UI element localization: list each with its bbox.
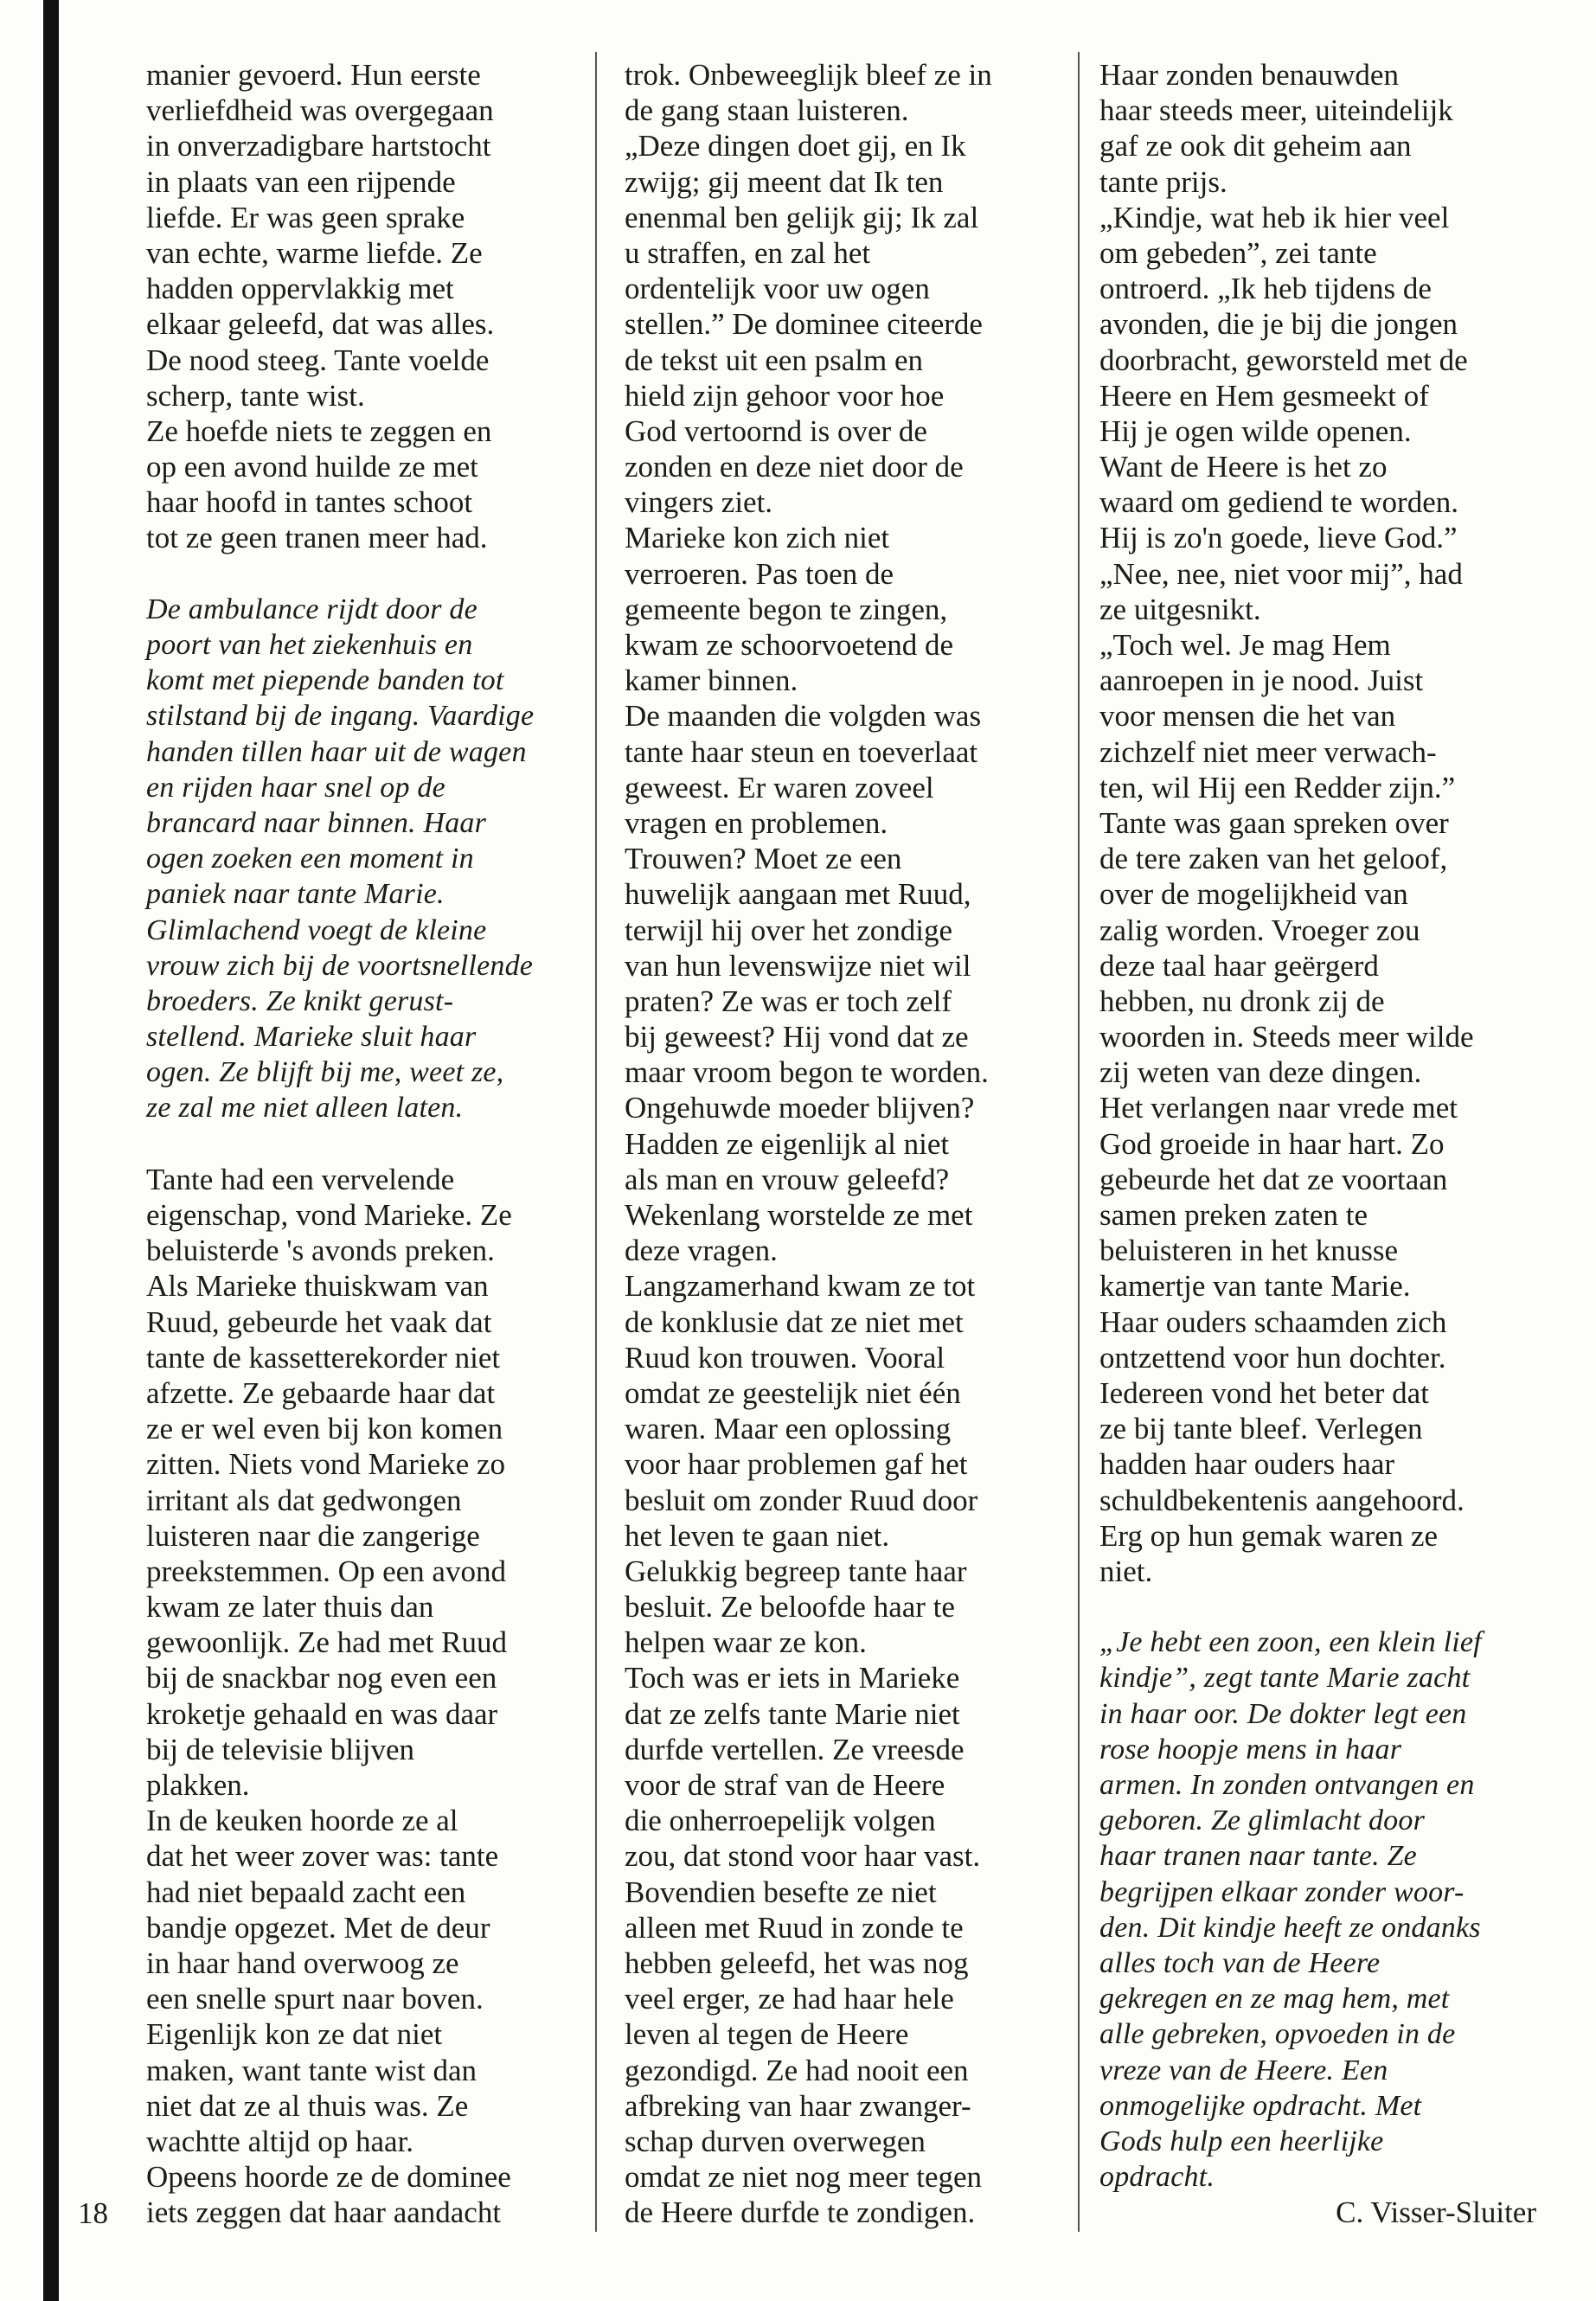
text-line: avonden, die je bij die jongen	[1099, 307, 1458, 342]
text-line: veel erger, ze had haar hele	[625, 1982, 954, 2016]
text-line: preekstemmen. Op een avond	[146, 1554, 506, 1588]
text-line: ze uitgesnikt.	[1099, 592, 1261, 626]
text-line: kwam ze schoorvoetend de	[625, 628, 953, 662]
text-line: In de keuken hoorde ze al	[146, 1804, 458, 1838]
text-line: op een avond huilde ze met	[146, 450, 478, 484]
text-line: hebben geleefd, het was nog	[625, 1945, 969, 1980]
text-line: hadden haar ouders haar	[1099, 1447, 1395, 1482]
text-line: plakken.	[146, 1768, 250, 1802]
text-line: „Je hebt een zoon, een klein lief	[1099, 1626, 1482, 1659]
text-line: Glimlachend voegt de kleine	[146, 913, 487, 946]
text-line: zwijg; gij meent dat Ik ten	[625, 164, 944, 199]
text-line: Langzamerhand kwam ze tot	[625, 1269, 976, 1304]
text-line: omdat ze niet nog meer tegen	[625, 2160, 983, 2195]
text-line: beluisterde 's avonds preken.	[146, 1234, 495, 1268]
text-line: de Heere durfde te zondigen.	[625, 2195, 976, 2230]
text-line: leven al tegen de Heere	[625, 2017, 909, 2052]
text-line: waren. Maar een oplossing	[625, 1412, 952, 1446]
text-line: de konklusie dat ze niet met	[625, 1304, 964, 1339]
text-line: gemeente begon te zingen,	[625, 592, 948, 626]
text-line: vreze van de Heere. Een	[1099, 2054, 1388, 2086]
text-line: gebeurde het dat ze voortaan	[1099, 1162, 1448, 1196]
text-line: en rijden haar snel op de	[146, 771, 445, 804]
text-line: rose hoopje mens in haar	[1099, 1733, 1402, 1766]
text-line: de tekst uit een psalm en	[625, 343, 924, 377]
text-line: alleen met Ruud in zonde te	[625, 1910, 964, 1945]
text-line: maar vroom begon te worden.	[625, 1055, 989, 1090]
text-line: deze vragen.	[625, 1234, 778, 1268]
italic-passage	[146, 592, 596, 1126]
body-passage	[146, 57, 596, 556]
text-line: brancard naar binnen. Haar	[146, 806, 487, 839]
text-line: Wekenlang worstelde ze met	[625, 1198, 973, 1232]
text-line: bandje opgezet. Met de deur	[146, 1910, 490, 1945]
text-line: Ruud, gebeurde het vaak dat	[146, 1304, 492, 1339]
text-line: om gebeden”, zei tante	[1099, 235, 1377, 270]
text-line: dat het weer zover was: tante	[146, 1839, 499, 1874]
text-line: tante prijs.	[1099, 164, 1227, 199]
text-line: bij de snackbar nog even een	[146, 1661, 497, 1695]
text-line: over de mogelijkheid van	[1099, 877, 1408, 912]
text-line: kamertje van tante Marie.	[1099, 1269, 1411, 1304]
text-line: Trouwen? Moet ze een	[625, 842, 902, 876]
text-line: begrijpen elkaar zonder woor-	[1099, 1875, 1465, 1908]
text-line: tante de kassetterekorder niet	[146, 1340, 501, 1375]
text-line: alle gebreken, opvoeden in de	[1099, 2018, 1456, 2051]
text-line: kwam ze later thuis dan	[146, 1590, 434, 1625]
text-line: haar tranen naar tante. Ze	[1099, 1840, 1417, 1873]
text-line: deze taal haar geërgerd	[1099, 948, 1379, 983]
text-line: verroeren. Pas toen de	[625, 556, 894, 591]
text-line: in haar oor. De dokter legt een	[1099, 1697, 1467, 1730]
text-line: in onverzadigbare hartstocht	[146, 129, 491, 163]
text-line: gekregen en ze mag hem, met	[1099, 1983, 1450, 2016]
text-line: kroketje gehaald en was daar	[146, 1696, 498, 1731]
text-line: terwijl hij over het zondige	[625, 913, 953, 947]
text-line: dat ze zelfs tante Marie niet	[625, 1696, 960, 1731]
text-line: kamer binnen.	[625, 663, 798, 698]
author-signature: C. Visser-Sluiter	[1336, 2195, 1536, 2230]
text-line: besluit om zonder Ruud door	[625, 1483, 978, 1517]
text-line: als man en vrouw geleefd?	[625, 1162, 950, 1196]
text-line: de gang staan luisteren.	[625, 93, 909, 128]
text-line: ze zal me niet alleen laten.	[146, 1092, 464, 1125]
text-line: liefde. Er was geen sprake	[146, 200, 465, 234]
text-line: Erg op hun gemak waren ze	[1099, 1518, 1439, 1553]
paragraph-gap	[146, 1126, 596, 1162]
text-line: in haar hand overwoog ze	[146, 1945, 459, 1980]
text-line: Marieke kon zich niet	[625, 521, 890, 555]
text-line: Ongehuwde moeder blijven?	[625, 1091, 975, 1125]
text-line: alles toch van de Heere	[1099, 1946, 1381, 1979]
text-line: het leven te gaan niet.	[625, 1518, 890, 1553]
text-line: zonden en deze niet door de	[625, 450, 964, 484]
text-line: broeders. Ze knikt gerust-	[146, 984, 454, 1017]
text-line: De nood steeg. Tante voelde	[146, 343, 490, 377]
text-line: Toch was er iets in Marieke	[625, 1661, 960, 1695]
text-line: waard om gediend te worden.	[1099, 485, 1458, 520]
text-line: afzette. Ze gebaarde haar dat	[146, 1375, 496, 1410]
text-line: zalig worden. Vroeger zou	[1099, 913, 1420, 947]
text-line: onmogelijke opdracht. Met	[1099, 2089, 1422, 2122]
text-line: besluit. Ze beloofde haar te	[625, 1590, 955, 1625]
text-line: iets zeggen dat haar aandacht	[146, 2195, 502, 2230]
text-line: gaf ze ook dit geheim aan	[1099, 129, 1412, 163]
text-line: Als Marieke thuiskwam van	[146, 1269, 489, 1304]
text-line: beluisteren in het knusse	[1099, 1234, 1399, 1268]
text-line: een snelle spurt naar boven.	[146, 1982, 484, 2016]
text-line: ontroerd. „Ik heb tijdens de	[1099, 272, 1432, 306]
text-line: zitten. Niets vond Marieke zo	[146, 1447, 506, 1482]
text-line: Tante was gaan spreken over	[1099, 805, 1449, 840]
text-line: woorden in. Steeds meer wilde	[1099, 1020, 1474, 1054]
text-line: Gelukkig begreep tante haar	[625, 1554, 967, 1588]
body-passage	[1099, 57, 1549, 1589]
text-line: schuldbekentenis aangehoord.	[1099, 1483, 1465, 1517]
text-line: enenmal ben gelijk gij; Ik zal	[625, 200, 979, 234]
text-line: eigenschap, vond Marieke. Ze	[146, 1198, 512, 1232]
text-line: armen. In zonden ontvangen en	[1099, 1769, 1475, 1801]
text-line: Hadden ze eigenlijk al niet	[625, 1126, 950, 1161]
page-number: 18	[78, 2196, 108, 2230]
text-line: Iedereen vond het beter dat	[1099, 1375, 1429, 1410]
body-passage	[625, 57, 1074, 2230]
text-line: in plaats van een rijpende	[146, 164, 456, 199]
text-line: hadden oppervlakkig met	[146, 272, 454, 306]
text-line: Hij je ogen wilde openen.	[1099, 413, 1412, 448]
text-line: zichzelf niet meer verwach-	[1099, 734, 1437, 769]
text-line: handen tillen haar uit de wagen	[146, 735, 527, 768]
text-line: helpen waar ze kon.	[625, 1625, 867, 1660]
text-line: samen preken zaten te	[1099, 1198, 1368, 1232]
text-line: ten, wil Hij een Redder zijn.”	[1099, 770, 1456, 804]
text-line: scherp, tante wist.	[146, 378, 365, 413]
text-line: zij weten van deze dingen.	[1099, 1055, 1422, 1090]
text-line: Heere en Hem gesmeekt of	[1099, 378, 1429, 413]
text-line: hebben, nu dronk zij de	[1099, 984, 1385, 1018]
text-line: aanroepen in je nood. Juist	[1099, 663, 1424, 698]
text-line: gezondigd. Ze had nooit een	[625, 2053, 969, 2087]
text-line: wachtte altijd op haar.	[146, 2124, 414, 2158]
text-line: van hun levenswijze niet wil	[625, 948, 971, 983]
text-line: Gods hulp een heerlijke	[1099, 2125, 1384, 2157]
text-line: trok. Onbeweeglijk bleef ze in	[625, 58, 992, 92]
text-line: van echte, warme liefde. Ze	[146, 235, 483, 270]
text-line: voor de straf van de Heere	[625, 1768, 945, 1802]
column-divider	[1078, 52, 1080, 2232]
text-line: irritant als dat gedwongen	[146, 1483, 462, 1517]
text-line: „Kindje, wat heb ik hier veel	[1099, 200, 1450, 234]
text-line: Haar ouders schaamden zich	[1099, 1304, 1447, 1339]
text-line: De maanden die volgden was	[625, 699, 982, 734]
text-line: „Toch wel. Je mag Hem	[1099, 628, 1391, 662]
text-line: voor mensen die het van	[1099, 699, 1396, 734]
text-column-3	[1099, 57, 1549, 2230]
text-line: Tante had een vervelende	[146, 1162, 455, 1196]
text-line: God groeide in haar hart. Zo	[1099, 1126, 1445, 1161]
text-line: gewoonlijk. Ze had met Ruud	[146, 1625, 508, 1660]
text-line: ze er wel even bij kon komen	[146, 1412, 503, 1446]
text-line: De ambulance rijdt door de	[146, 593, 478, 625]
text-line: ontzettend voor hun dochter.	[1099, 1340, 1446, 1375]
text-line: Eigenlijk kon ze dat niet	[146, 2017, 443, 2052]
text-line: hield zijn gehoor voor hoe	[625, 378, 945, 413]
text-line: ogen. Ze blijft bij me, weet ze,	[146, 1056, 504, 1089]
text-line: geweest. Er waren zoveel	[625, 770, 934, 804]
text-line: haar steeds meer, uiteindelijk	[1099, 93, 1453, 128]
text-line: doorbracht, geworsteld met de	[1099, 343, 1468, 377]
text-line: schap durven overwegen	[625, 2124, 926, 2158]
italic-passage	[1099, 1625, 1549, 2195]
text-line: de tere zaken van het geloof,	[1099, 842, 1448, 876]
text-line: afbreking van haar zwanger-	[625, 2088, 971, 2123]
text-line: „Deze dingen doet gij, en Ik	[625, 129, 966, 163]
text-line: Het verlangen naar vrede met	[1099, 1091, 1458, 1125]
text-line: ordentelijk voor uw ogen	[625, 272, 930, 306]
text-line: voor haar problemen gaf het	[625, 1447, 968, 1482]
text-line: Ruud kon trouwen. Vooral	[625, 1340, 945, 1375]
text-line: bij de televisie blijven	[146, 1732, 415, 1766]
text-line: vragen en problemen.	[625, 805, 888, 840]
text-line: Want de Heere is het zo	[1099, 450, 1388, 484]
text-line: Opeens hoorde ze de dominee	[146, 2160, 511, 2195]
text-line: die onherroepelijk volgen	[625, 1804, 936, 1838]
text-line: had niet bepaald zacht een	[146, 1875, 466, 1909]
text-line: vingers ziet.	[625, 485, 773, 520]
text-line: vrouw zich bij de voortsnellende	[146, 949, 534, 982]
text-line: u straffen, en zal het	[625, 235, 871, 270]
text-line: tante haar steun en toeverlaat	[625, 734, 978, 769]
text-line: durfde vertellen. Ze vreesde	[625, 1732, 965, 1766]
text-line: verliefdheid was overgegaan	[146, 93, 494, 128]
text-line: praten? Ze was er toch zelf	[625, 984, 952, 1018]
text-line: Hij is zo'n goede, lieve God.”	[1099, 521, 1458, 555]
text-line: kindje”, zegt tante Marie zacht	[1099, 1662, 1471, 1695]
paragraph-gap	[1099, 1589, 1549, 1625]
text-line: Ze hoefde niets te zeggen en	[146, 413, 492, 448]
text-line: stellend. Marieke sluit haar	[146, 1021, 477, 1054]
text-line: Haar zonden benauwden	[1099, 58, 1399, 92]
text-line: manier gevoerd. Hun eerste	[146, 58, 481, 92]
text-line: den. Dit kindje heeft ze ondanks	[1099, 1911, 1481, 1944]
scan-edge-bar	[43, 0, 59, 2301]
text-line: haar hoofd in tantes schoot	[146, 485, 473, 520]
text-line: geboren. Ze glimlacht door	[1099, 1804, 1426, 1837]
text-line: God vertoornd is over de	[625, 413, 927, 448]
text-line: niet dat ze al thuis was. Ze	[146, 2088, 469, 2123]
text-line: omdat ze geestelijk niet één	[625, 1375, 961, 1410]
text-line: stellen.” De dominee citeerde	[625, 307, 983, 342]
text-line: stilstand bij de ingang. Vaardige	[146, 700, 535, 733]
text-line: bij geweest? Hij vond dat ze	[625, 1020, 969, 1054]
text-line: luisteren naar die zangerige	[146, 1518, 480, 1553]
text-line: ogen zoeken een moment in	[146, 843, 474, 875]
text-line: zou, dat stond voor haar vast.	[625, 1839, 981, 1874]
body-passage	[146, 1162, 596, 2231]
text-line: ze bij tante bleef. Verlegen	[1099, 1412, 1423, 1446]
text-column-2	[625, 57, 1074, 2230]
paragraph-gap	[146, 556, 596, 592]
text-line: paniek naar tante Marie.	[146, 878, 445, 911]
text-line: elkaar geleefd, dat was alles.	[146, 307, 495, 342]
text-line: maken, want tante wist dan	[146, 2053, 477, 2087]
text-column-1	[146, 57, 596, 2230]
text-line: poort van het ziekenhuis en	[146, 629, 473, 661]
text-line: Bovendien besefte ze niet	[625, 1875, 937, 1909]
text-line: opdracht.	[1099, 2161, 1215, 2194]
text-line: komt met piepende banden tot	[146, 664, 504, 697]
text-line: huwelijk aangaan met Ruud,	[625, 877, 971, 912]
text-line: „Nee, nee, niet voor mij”, had	[1099, 556, 1463, 591]
text-line: tot ze geen tranen meer had.	[146, 521, 488, 555]
text-line: niet.	[1099, 1554, 1153, 1588]
